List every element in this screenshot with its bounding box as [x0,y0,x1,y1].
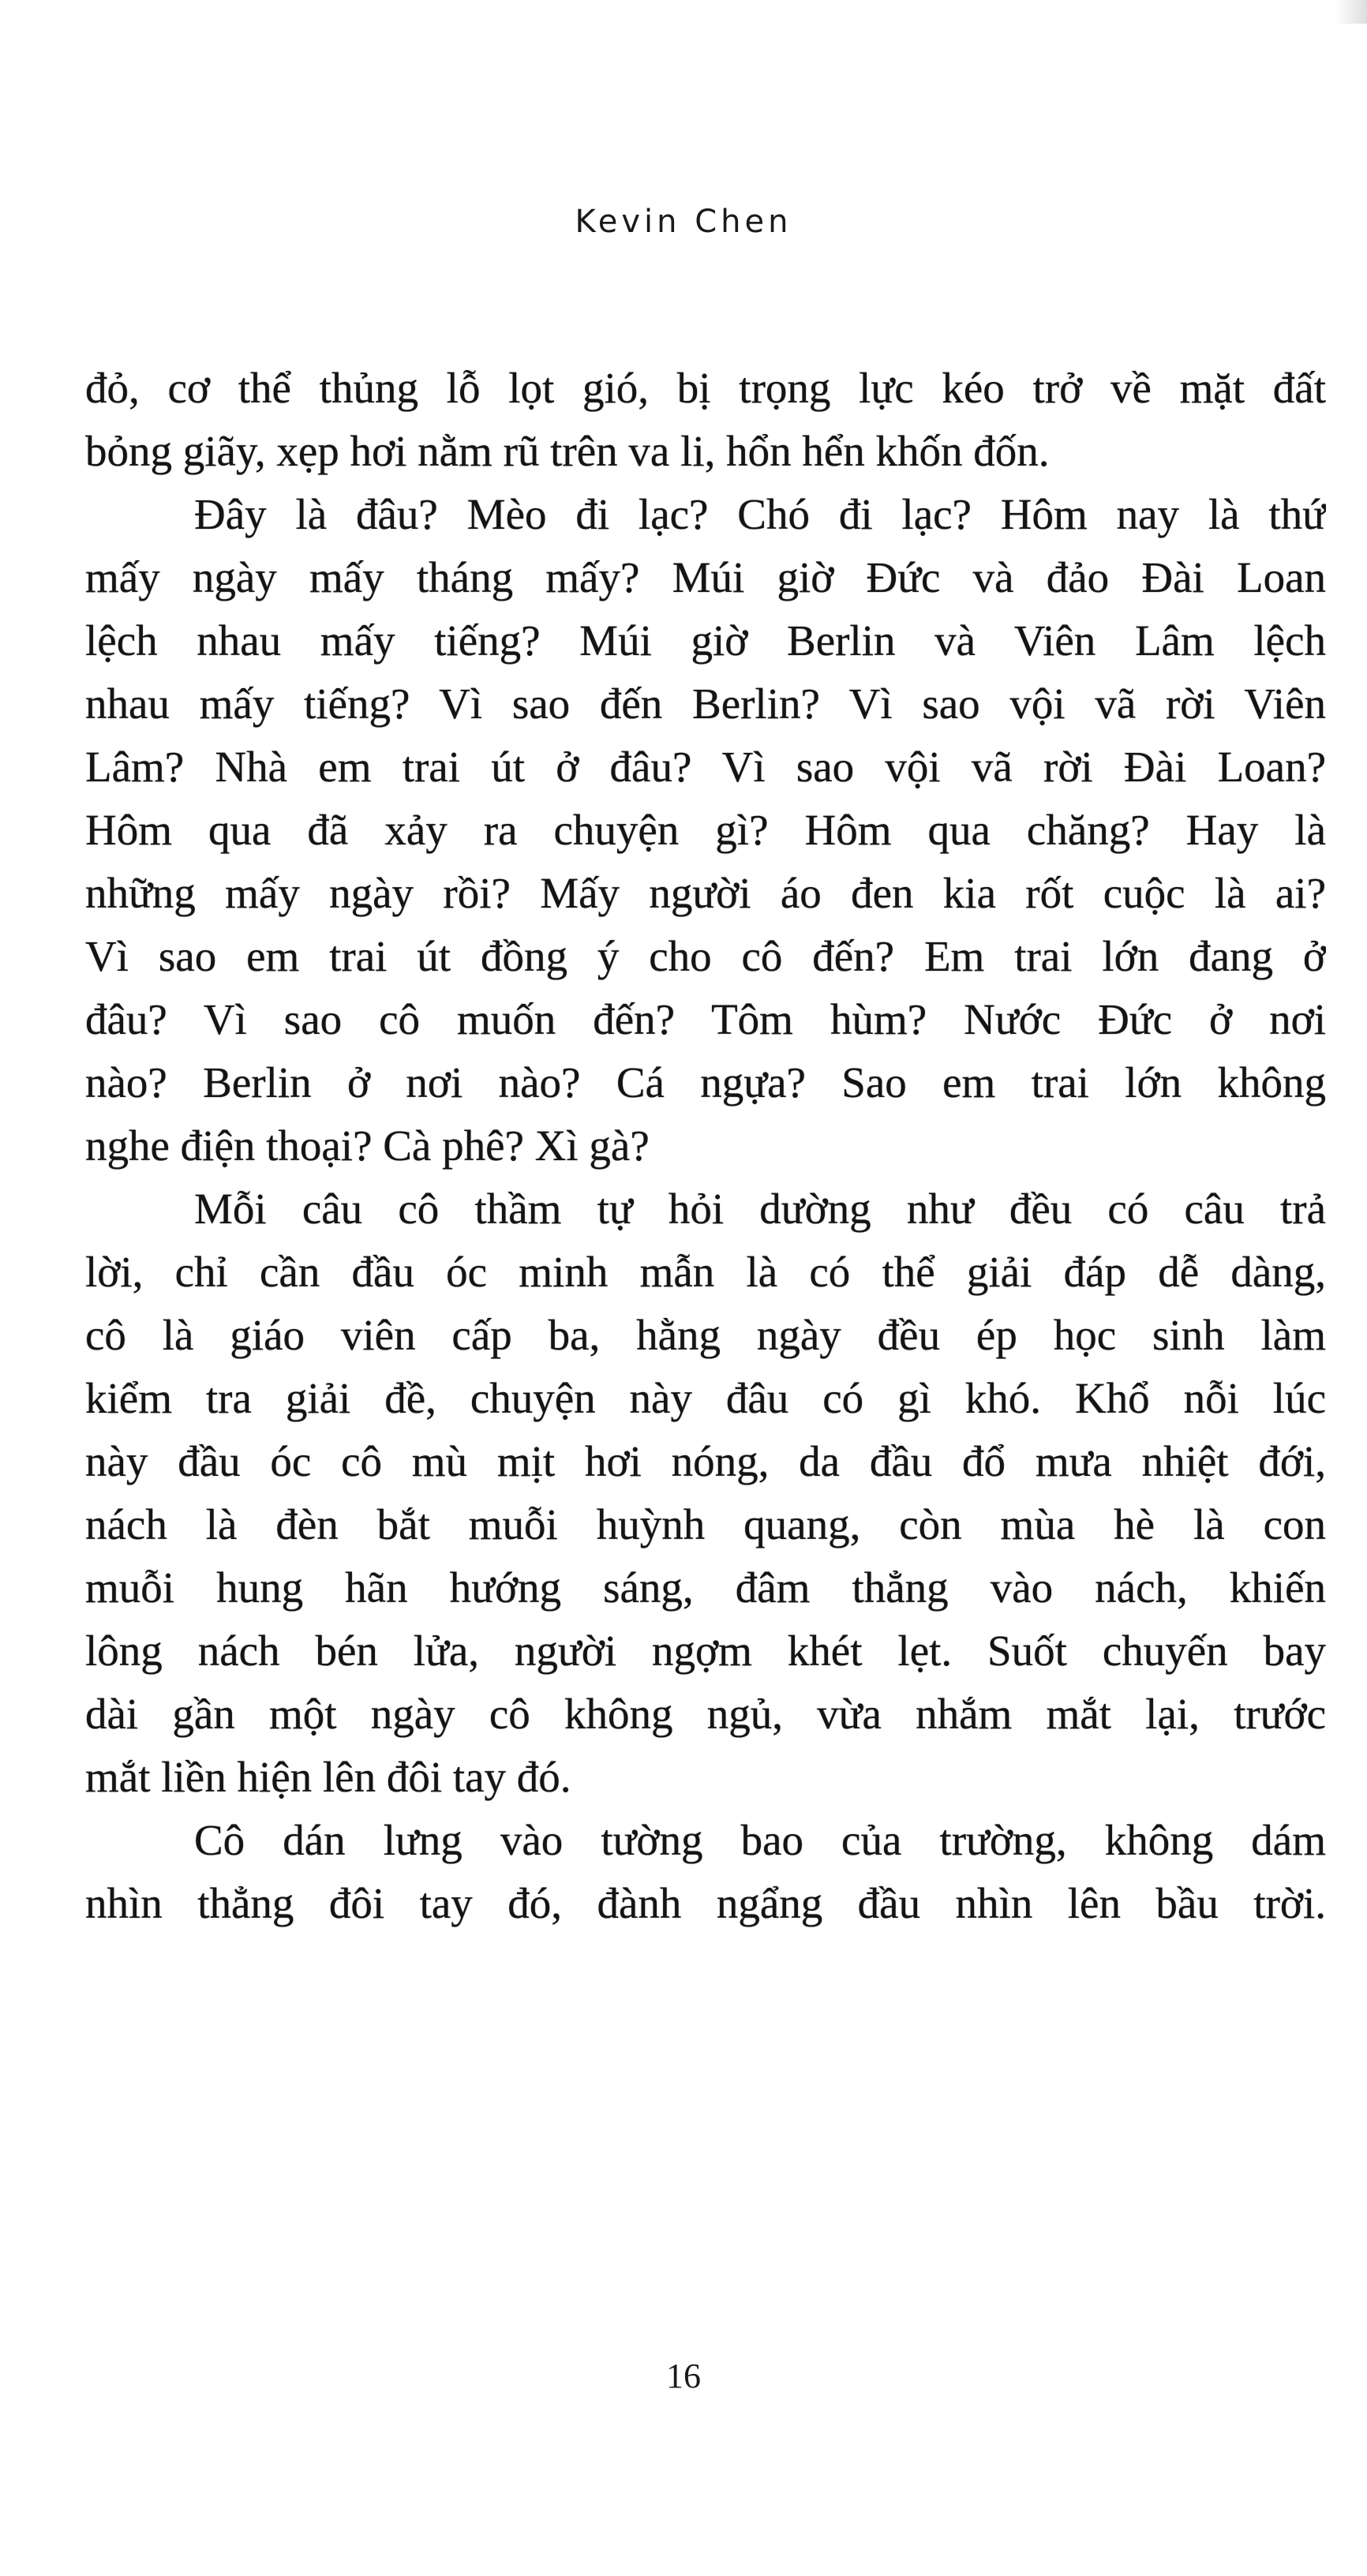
text-line: mắt liền hiện lên đôi tay đó. [85,1753,571,1801]
paragraph-start-line: Mỗi câu cô thầm tự hỏi dường như đều có câu trả [194,1185,1326,1233]
text-line: lời, chỉ cần đầu óc minh mẫn là có thể giải đáp dễ dàng, [85,1248,1326,1296]
page-number: 16 [666,2357,701,2395]
body-text [85,357,1326,1935]
text-line: nhau mấy tiếng? Vì sao đến Berlin? Vì sao vội vã rời Viên [85,680,1326,728]
text-line: đỏ, cơ thể thủng lỗ lọt gió, bị trọng lực kéo trở về mặt đất [85,364,1326,412]
paragraph-start-line: Đây là đâu? Mèo đi lạc? Chó đi lạc? Hôm nay là thứ [194,490,1326,538]
text-line: nhìn thẳng đôi tay đó, đành ngẩng đầu nhìn lên bầu trời. [85,1879,1326,1927]
text-line: những mấy ngày rồi? Mấy người áo đen kia rốt cuộc là ai? [85,869,1326,917]
text-line: mấy ngày mấy tháng mấy? Múi giờ Đức và đảo Đài Loan [85,553,1326,601]
text-line: này đầu óc cô mù mịt hơi nóng, da đầu đổ mưa nhiệt đới, [85,1437,1326,1485]
scan-edge-shadow [1335,0,1367,24]
text-line: muỗi hung hãn hướng sáng, đâm thẳng vào nách, khiến [85,1563,1326,1612]
text-line: Hôm qua đã xảy ra chuyện gì? Hôm qua chăng? Hay là [85,806,1326,854]
text-line: bỏng giãy, xẹp hơi nằm rũ trên va li, hổn hển khốn đốn. [85,427,1050,475]
text-line: lông nách bén lửa, người ngợm khét lẹt. Suốt chuyến bay [85,1627,1326,1675]
text-line: đâu? Vì sao cô muốn đến? Tôm hùm? Nước Đức ở nơi [85,995,1326,1043]
text-line: cô là giáo viên cấp ba, hằng ngày đều ép học sinh làm [85,1311,1326,1359]
paragraph-start-line: Cô dán lưng vào tường bao của trường, không dám [194,1816,1326,1864]
text-line: nào? Berlin ở nơi nào? Cá ngựa? Sao em trai lớn không [85,1058,1326,1106]
text-line: dài gần một ngày cô không ngủ, vừa nhắm mắt lại, trước [85,1690,1326,1738]
text-line: Lâm? Nhà em trai út ở đâu? Vì sao vội vã rời Đài Loan? [85,743,1326,791]
text-line: lệch nhau mấy tiếng? Múi giờ Berlin và Viên Lâm lệch [85,616,1326,665]
text-line: nghe điện thoại? Cà phê? Xì gà? [85,1121,650,1170]
text-line: nách là đèn bắt muỗi huỳnh quang, còn mùa hè là con [85,1500,1326,1548]
running-header-author: Kevin Chen [575,204,792,240]
text-line: kiểm tra giải đề, chuyện này đâu có gì khó. Khổ nỗi lúc [85,1374,1326,1422]
text-line: Vì sao em trai út đồng ý cho cô đến? Em trai lớn đang ở [85,932,1326,980]
